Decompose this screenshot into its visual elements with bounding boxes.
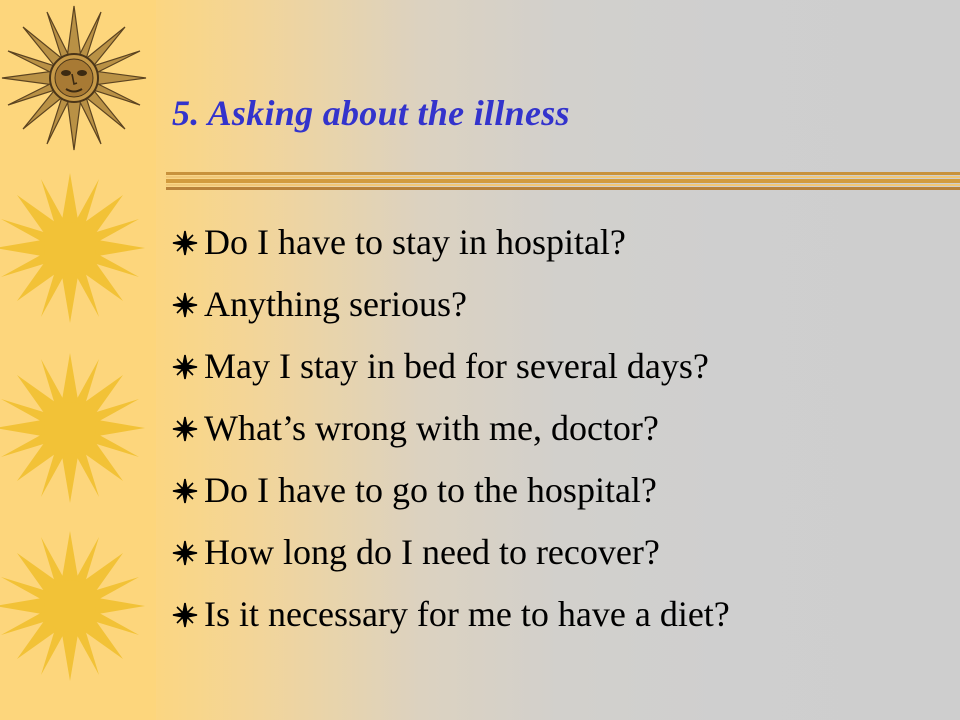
star-bullet-icon xyxy=(172,230,198,256)
sun-icon xyxy=(0,173,145,323)
sun-icon xyxy=(0,531,145,681)
sun-face-icon xyxy=(2,6,146,150)
list-item xyxy=(172,526,730,588)
list-item xyxy=(172,216,730,278)
star-bullet-icon xyxy=(172,292,198,318)
bullet-text: What’s wrong with me, doctor? xyxy=(204,408,659,448)
list-item xyxy=(172,402,730,464)
list-item xyxy=(172,278,730,340)
slide-title: 5. Asking about the illness xyxy=(172,93,570,133)
bullet-text: Anything serious? xyxy=(204,284,467,324)
star-bullet-icon xyxy=(172,416,198,442)
sun-icon xyxy=(0,353,145,503)
bullet-list xyxy=(172,216,730,650)
star-bullet-icon xyxy=(172,540,198,566)
bullet-text: May I stay in bed for several days? xyxy=(204,346,709,386)
bullet-text: How long do I need to recover? xyxy=(204,532,660,572)
sun-decoration-column xyxy=(0,0,156,720)
list-item xyxy=(172,340,730,402)
bullet-text: Is it necessary for me to have a diet? xyxy=(204,594,730,634)
title-divider xyxy=(166,170,960,192)
star-bullet-icon xyxy=(172,478,198,504)
list-item xyxy=(172,464,730,526)
star-bullet-icon xyxy=(172,354,198,380)
bullet-text: Do I have to go to the hospital? xyxy=(204,470,657,510)
star-bullet-icon xyxy=(172,602,198,628)
bullet-text: Do I have to stay in hospital? xyxy=(204,222,626,262)
list-item xyxy=(172,588,730,650)
